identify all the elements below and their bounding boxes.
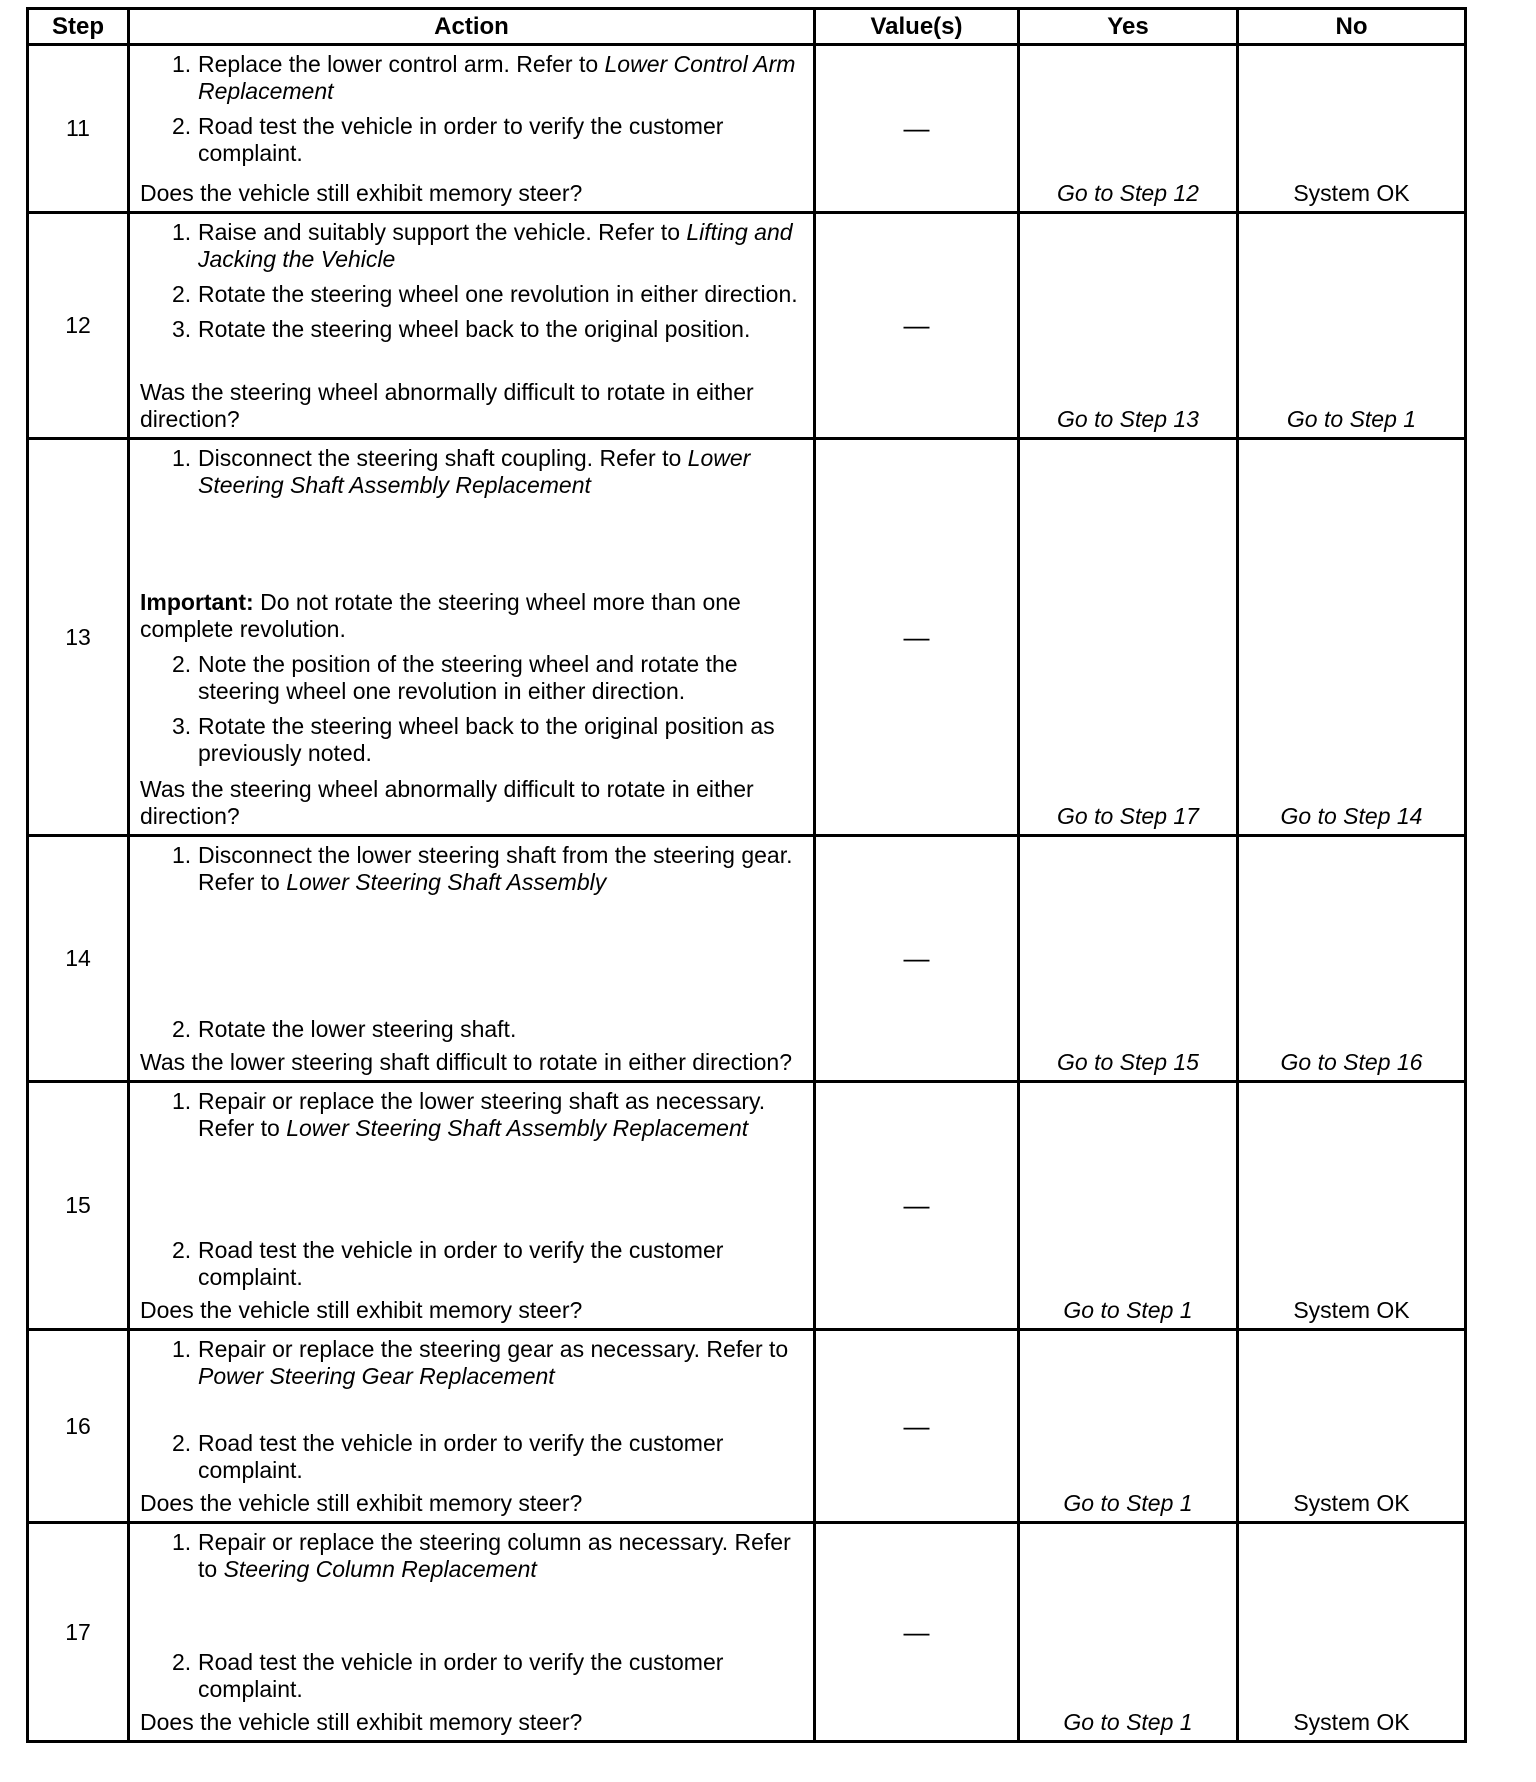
header-row [28,9,1466,45]
table-row-step-16 [28,1330,1466,1523]
action-item [140,1088,803,1142]
step-number: 12 [28,213,129,439]
question-text: Does the vehicle still exhibit memory steer? [140,180,583,206]
table-row-step-15 [28,1082,1466,1330]
item-number: 2. [172,113,192,139]
item-number: 2. [172,1649,192,1675]
action-cell [129,836,815,1082]
step-number: 15 [28,1082,129,1330]
item-text: Rotate the steering wheel back to the original position. [198,316,751,342]
no-result: System OK [1238,1523,1466,1742]
action-item [140,1529,803,1583]
step-number: 11 [28,45,129,213]
value-cell: — [815,1523,1019,1742]
value-cell: — [815,213,1019,439]
item-text: Repair or replace the steering gear as necessary. Refer to [198,1336,789,1362]
header-step: Step [28,9,129,45]
important-label: Important: [140,589,254,615]
item-number: 2. [172,1237,192,1263]
no-result[interactable]: Go to Step 14 [1238,439,1466,836]
action-item [140,1237,803,1291]
item-text: Repair or replace the steering column as necessary. Refer to [198,1529,791,1582]
diagnostic-table-page [26,7,1464,1743]
action-item [140,1430,803,1484]
item-text: Rotate the lower steering shaft. [198,1016,517,1042]
item-text: Road test the vehicle in order to verify the customer complaint. [198,1237,724,1290]
item-number: 1. [172,842,192,868]
item-number: 1. [172,219,192,245]
header-values: Value(s) [815,9,1019,45]
item-text: Rotate the steering wheel one revolution in either direction. [198,281,798,307]
header-yes: Yes [1019,9,1238,45]
yes-result[interactable]: Go to Step 1 [1019,1330,1238,1523]
yes-result[interactable]: Go to Step 17 [1019,439,1238,836]
item-number: 3. [172,713,192,739]
action-item [140,51,803,105]
item-number: 1. [172,51,192,77]
item-text: Disconnect the steering shaft coupling. Refer to [198,445,688,471]
item-number: 2. [172,281,192,307]
item-text: Road test the vehicle in order to verify the customer complaint. [198,113,724,166]
table-row-step-17 [28,1523,1466,1742]
step-number: 13 [28,439,129,836]
action-item [140,219,803,273]
header-action: Action [129,9,815,45]
item-number: 3. [172,316,192,342]
yes-result[interactable]: Go to Step 13 [1019,213,1238,439]
table-row-step-12 [28,213,1466,439]
action-item [140,1336,803,1390]
value-cell: — [815,836,1019,1082]
action-cell [129,439,815,836]
action-item [140,1016,803,1043]
header-no: No [1238,9,1466,45]
value-cell: — [815,439,1019,836]
value-cell: — [815,45,1019,213]
action-item [140,651,803,705]
action-cell [129,213,815,439]
diagnostic-table [26,7,1467,1743]
question-text: Does the vehicle still exhibit memory steer? [140,1490,583,1516]
reference-link[interactable]: Lower Steering Shaft Assembly [286,869,607,895]
item-number: 1. [172,445,192,471]
item-text: Raise and suitably support the vehicle. Refer to [198,219,687,245]
reference-link[interactable]: Lower Control Arm Replacement [198,51,796,104]
no-result[interactable]: Go to Step 16 [1238,836,1466,1082]
item-text: Replace the lower control arm. Refer to [198,51,605,77]
step-number: 16 [28,1330,129,1523]
question-text: Was the steering wheel abnormally difficult to rotate in either direction? [140,776,754,829]
value-cell: — [815,1330,1019,1523]
item-number: 1. [172,1529,192,1555]
table-row-step-14 [28,836,1466,1082]
table-row-step-13 [28,439,1466,836]
action-item [140,1649,803,1703]
action-item [140,842,803,896]
reference-link[interactable]: Lower Steering Shaft Assembly Replacement [286,1115,749,1141]
item-text: Disconnect the lower steering shaft from the steering gear. Refer to [198,842,793,895]
question-text: Does the vehicle still exhibit memory steer? [140,1709,583,1735]
item-number: 1. [172,1088,192,1114]
item-text: Rotate the steering wheel back to the original position as previously noted. [198,713,775,766]
step-number: 17 [28,1523,129,1742]
question-text: Was the steering wheel abnormally difficult to rotate in either direction? [140,379,754,432]
item-number: 1. [172,1336,192,1362]
item-text: Road test the vehicle in order to verify the customer complaint. [198,1430,724,1483]
yes-result[interactable]: Go to Step 12 [1019,45,1238,213]
question-text: Does the vehicle still exhibit memory steer? [140,1297,583,1323]
no-result: System OK [1238,1082,1466,1330]
action-item [140,445,803,499]
action-item [140,281,803,308]
item-text: Road test the vehicle in order to verify the customer complaint. [198,1649,724,1702]
reference-link[interactable]: Lifting and Jacking the Vehicle [198,219,793,272]
action-item [140,113,803,167]
yes-result[interactable]: Go to Step 15 [1019,836,1238,1082]
action-cell [129,1330,815,1523]
action-item [140,316,803,343]
yes-result[interactable]: Go to Step 1 [1019,1082,1238,1330]
reference-link[interactable]: Steering Column Replacement [223,1556,537,1582]
action-item [140,713,803,767]
table-row-step-11 [28,45,1466,213]
question-text: Was the lower steering shaft difficult to rotate in either direction? [140,1049,792,1075]
reference-link[interactable]: Power Steering Gear Replacement [198,1363,555,1389]
item-number: 2. [172,1430,192,1456]
step-number: 14 [28,836,129,1082]
important-note [140,589,803,643]
item-number: 2. [172,651,192,677]
item-number: 2. [172,1016,192,1042]
yes-result[interactable]: Go to Step 1 [1019,1523,1238,1742]
no-result: System OK [1238,45,1466,213]
value-cell: — [815,1082,1019,1330]
no-result[interactable]: Go to Step 1 [1238,213,1466,439]
reference-link[interactable]: Lower Steering Shaft Assembly Replacement [198,445,751,498]
important-text: Do not rotate the steering wheel more than one complete revolution. [140,589,741,642]
action-cell [129,45,815,213]
item-text: Repair or replace the lower steering shaft as necessary. Refer to [198,1088,766,1141]
action-cell [129,1082,815,1330]
action-cell [129,1523,815,1742]
no-result: System OK [1238,1330,1466,1523]
item-text: Note the position of the steering wheel and rotate the steering wheel one revolution in either direction. [198,651,738,704]
